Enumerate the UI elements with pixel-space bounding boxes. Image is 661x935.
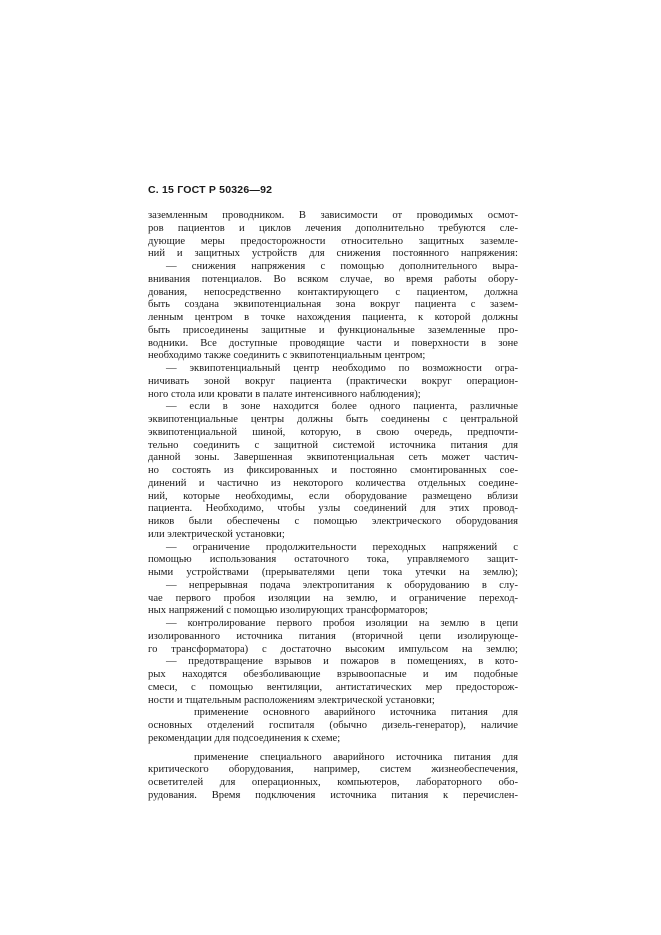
text-line: данной зоны. Завершенная эквипотенциальная сеть может частич- bbox=[148, 452, 518, 464]
page-header: С. 15 ГОСТ Р 50326—92 bbox=[148, 184, 273, 196]
text-line: ний, которые необходимы, если оборудование размещено вблизи bbox=[148, 490, 518, 502]
text-line: критического оборудования, например, систем жизнеобеспечения, bbox=[148, 764, 518, 776]
text-line: ными устройствами (прерывателями цепи тока утечки на землю); bbox=[148, 567, 518, 578]
text-line: помощью использования остаточного тока, управляемого защит- bbox=[148, 554, 518, 566]
text-line: — ограничение продолжительности переходных напряжений с bbox=[166, 541, 518, 553]
text-line: но состоять из фиксированных и постоянно смонтированных сое- bbox=[148, 465, 518, 476]
text-line: ров пациентов и циклов лечения дополнительно требуются сле- bbox=[148, 222, 518, 234]
text-line: ленным центром в точке нахождения пациента, к которой должны bbox=[148, 312, 518, 323]
text-line: осветителей для операционных, компьютеров, лабораторного обо- bbox=[148, 777, 518, 788]
text-line: или электрической установки; bbox=[148, 528, 285, 540]
text-line: — непрерывная подача электропитания к оборудованию в слу- bbox=[166, 579, 518, 591]
text-line: динений и частично из некоторого количества отдельных соедине- bbox=[148, 477, 518, 489]
text-line: ного стола или кровати в палате интенсивного наблюдения); bbox=[148, 388, 421, 400]
text-line: эквипотенциальные центры должны быть соединены с центральной bbox=[148, 414, 518, 425]
text-line: — контролирование первого пробоя изоляции на землю в цепи bbox=[166, 618, 518, 629]
text-line: эквипотенциальной шиной, которую, в свою очередь, предпочти- bbox=[148, 426, 518, 438]
text-line: необходимо также соединить с эквипотенциальным центром; bbox=[148, 350, 426, 362]
text-line: ности и тщательным расположениям электрической установки; bbox=[148, 694, 435, 706]
text-line: ных напряжений с помощью изолирующих трансформаторов; bbox=[148, 605, 428, 617]
body-text bbox=[148, 210, 518, 803]
text-line: рудования. Время подключения источника питания к перечислен- bbox=[148, 789, 518, 801]
text-line: тельно соединить с защитной системой источника питания для bbox=[148, 439, 518, 451]
text-line: рых находятся обезболивающие взрывоопасные и им подобные bbox=[148, 669, 518, 680]
text-line: водники. Все доступные проводящие части и поверхности в зоне bbox=[148, 337, 518, 349]
text-line: применение специального аварийного источника питания для bbox=[194, 751, 518, 763]
text-line: быть присоединены защитные и функциональные заземленные про- bbox=[148, 324, 518, 336]
text-line: внивания потенциалов. Во всяком случае, во время работы обору- bbox=[148, 273, 518, 285]
text-line: дующие меры предосторожности относительно защитных заземле- bbox=[148, 235, 518, 247]
text-line: ников были обеспечены с помощью электрического оборудования bbox=[148, 516, 518, 527]
text-line: го трансформатора) с достаточно высоким импульсом на землю; bbox=[148, 643, 518, 655]
text-line: заземленным проводником. В зависимости от проводимых осмот- bbox=[148, 210, 518, 221]
text-line: чае первого пробоя изоляции на землю, и ограничение переход- bbox=[148, 592, 518, 604]
text-line: — если в зоне находится более одного пациента, различные bbox=[166, 401, 518, 413]
text-line: ний и защитных устройств для снижения постоянного напряжения: bbox=[148, 248, 518, 260]
text-line: изолированного источника питания (вторичной цепи изолирующе- bbox=[148, 630, 518, 642]
text-line: дования, непосредственно контактирующего с пациентом, должна bbox=[148, 286, 518, 298]
text-line: основных отделений госпиталя (обычно дизель-генератор), наличие bbox=[148, 720, 518, 731]
text-line: ничивать зоной вокруг пациента (практически вокруг операцион- bbox=[148, 375, 518, 387]
text-line: — предотвращение взрывов и пожаров в помещениях, в кото- bbox=[166, 656, 518, 668]
text-line: применение основного аварийного источника питания для bbox=[194, 707, 518, 719]
text-line: пациента. Необходимо, чтобы узлы соединений для этих провод- bbox=[148, 503, 518, 515]
text-line: быть создана эквипотенциальная зона вокруг пациента с зазем- bbox=[148, 299, 518, 311]
text-line: рекомендации для подсоединения к схеме; bbox=[148, 732, 341, 744]
text-line: смеси, с помощью вентиляции, антистатических мер предосторож- bbox=[148, 681, 518, 693]
text-line: — снижения напряжения с помощью дополнительного выра- bbox=[166, 261, 518, 272]
text-line: — эквипотенциальный центр необходимо по возможности огра- bbox=[166, 363, 518, 374]
